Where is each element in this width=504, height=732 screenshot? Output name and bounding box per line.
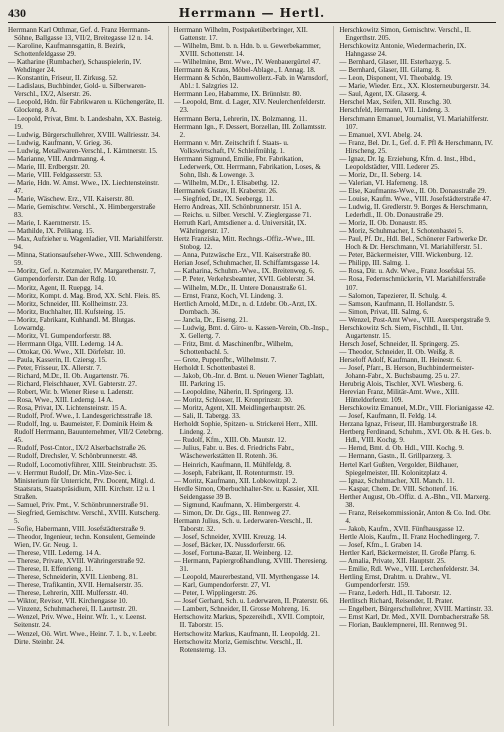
directory-entry: — Sofie, Habermann, VIII. Josefstädterstraße 9. <box>8 524 146 533</box>
directory-entry: — Saul, Agent, IX. Glaserg. 4. <box>339 90 427 99</box>
directory-entry: — Ludwig, II. Gredlerstr. 9. Borges & Herschmann, Lederhdl., II. Ob. Donaustraße 29. <box>339 203 488 220</box>
directory-entry: — Franz, Lederh. Hdl., II. Taborstr. 12. <box>339 589 452 598</box>
directory-entry: — Rosa, Wwe., XIII. Lederng. 14 A. <box>8 396 114 405</box>
directory-entry: — Vinzenz, Schuhmacherei, II. Laurtnstr. 20. <box>8 605 138 614</box>
directory-entry: — Josef, Kaufmann, II. Feldg. 14. <box>339 412 437 421</box>
directory-entry: — Ludwig, Metallwaren-Verschl., I. Kärntnerstr. 15. <box>8 146 158 155</box>
directory-entry: Hertz Franziska, Mitt. Rechngs.-Offiz.-Wwe., III. Stobog. 12. <box>173 235 315 252</box>
directory-entry: Hertberg Ferdinand, Schuhm., XVI. Ob. & H. Ges. b. Hdl., VIII. Kochg. 9. <box>339 428 492 445</box>
directory-entry: — Katharine (Rumbacher), Schauspielerin, IV. Wehdinger 24. <box>8 58 142 75</box>
directory-entry: Herro Andreas, XII. Schönbrunnerstr. 151 A. <box>173 203 302 212</box>
directory-entry: Hertling Ernst, Drahtm. u. Drahtw., VI. Gumpendorferstr. 159. <box>339 573 451 590</box>
directory-entry: Herruth Karl, Amtsdiener a. d. Universität, IX. Währingerstr. 17. <box>173 219 307 236</box>
directory-entry: — Ernst Karl, Dr. Med., XVII. Dornbacherstraße 58. <box>339 613 490 622</box>
directory-entry: — Therese, Trafikantin, XVII. Hernalserstr. 35. <box>8 581 144 590</box>
directory-entry: — Wilhelm, Bmt. b. n. Hdn. b. u. Gewerbekammer, XVIII. Schottenstr. 14. <box>173 42 321 59</box>
directory-entry: — Jakob, Kaufm., XVII. Fünfhausgasse 12. <box>339 524 465 533</box>
directory-entry: Herschkowitz Emanuel, M.Dr., VIII. Florianigasse 42. <box>339 404 494 413</box>
directory-entry: Herrmann Sigmund, Emilie, Fbr. Fabrikation, Lederwerk, Ott. Herrmann, Fabrikation, Loses, & Sohn, Ilsh. & Lowenge. 3. <box>173 154 321 179</box>
directory-entry: Herrmann Berta, Lehrerin, IX. Bolzmanng. 11. <box>173 114 307 123</box>
directory-entry: — Moritz, Agent, XII. Meidlingerhauptstr. 26. <box>173 404 306 413</box>
directory-entry: — Rudolf, Drechsler, V. Schönbrunnerstr. 48. <box>8 452 138 461</box>
directory-entry: Herschfeld, Hermann, VII. Lindeng. 3. <box>339 106 450 115</box>
directory-entry: — Josef Gerhard, Sch. u. Lederwaren, II. Praterstr. 66. <box>173 597 329 606</box>
directory-entry: — Hermann, Gastn., II. Grillparzerg. 3. <box>339 452 452 461</box>
directory-entry: Herholdt Sophie, Spitzen- u. Strickerei Herr., XIII. Lindeng. 2. <box>173 420 318 437</box>
directory-columns <box>8 26 496 726</box>
directory-entry: — Valerian, VI. Haferneng. 18. <box>339 178 429 187</box>
directory-entry: Hertschowitz Markus, Spezereihdl., XVII. Comptoir, II. Taborstr. 15. <box>173 613 325 630</box>
directory-entry: — Karoline, Kaufmannsgattin, 8. Bezirk, Schottenfeldgasse 29. <box>8 42 126 59</box>
directory-entry: — Rosa, Privat, IX. Lichtensteinstr. 15 A. <box>8 404 127 413</box>
directory-entry: — Ludwig, Bmt. d. Giro- u. Kassen-Verein, Ob.-Insp., X. Gellertg. 7. <box>173 323 329 340</box>
directory-entry: — Marie, Gemischtw. Verschl., X. Himbergerstraße 83. <box>8 203 156 220</box>
directory-entry: Herschmann Emanuel, Journalist, VI. Mariahilferstr. 107. <box>339 114 489 131</box>
directory-entry: — Konstantin, Friseur, II. Zirkusg. 52. <box>8 74 118 83</box>
directory-entry: — Hermann, Papiergroßhandlung, XVIII. Theresieng. 31. <box>173 557 328 574</box>
directory-entry: — P. Peter, Verkehrsbeamter, XVII. Geblerstr. 34. <box>173 275 316 284</box>
directory-entry: — Sigmund, Kaufmann, X. Himbergerstr. 4. <box>173 500 301 509</box>
directory-entry: — Moritz, Gef. n. Ketzmaier, IV. Margarethenstr. 7, Gumpendorferstr. Dan der Rdlg. 10. <box>8 267 156 284</box>
directory-entry: — Rudolf, Kfm., XIII. Ob. Mautstr. 12. <box>173 436 287 445</box>
directory-entry: — Rudolf, Ing. u. Baumeister, F. Dominik Heim & Rudolf Herrmann, Bauunternehmer, VII/2 Cetebrng. 45. <box>8 420 164 445</box>
directory-entry: — Paul, Pf. Dr., Hdl. Bel., Schönerer Farbwerke Dr. Hoch & Dr. Herschmann, VI. Mariahilferstr. 51. <box>339 235 488 252</box>
directory-entry: — Ludwig, Kaufmann, V. Grieg. 36. <box>8 138 113 147</box>
directory-entry: — Rosa, Federnschmückerin, VI. Mariahilferstraße 107. <box>339 275 486 292</box>
directory-entry: — Marianne, VIII. Andrmanng. 4. <box>8 154 106 163</box>
directory-entry: — Therese, II. Effenrieng. 11. <box>8 565 94 574</box>
directory-entry: — Richard, M.Dr., II. Ob. Augartenstr. 76. <box>8 372 129 381</box>
directory-entry: — Josef, Pfarr., B. Herson, Buchbindermeister-Johann-Fabr., X. Buchsbaumg. 25 u. 27. <box>339 363 474 381</box>
directory-entry: — Peter, I. Wipplingerstr. 26. <box>173 589 258 598</box>
directory-entry: Herther August, Ob.-Offiz. d. A.-Bhn., VII. Marxerg. 38. <box>339 492 491 509</box>
directory-entry: Herschel Max, Seifen, XII. Ruschg. 30. <box>339 98 452 107</box>
directory-entry: — Minna, Stationsaufseher-Wwe., XIII. Schwendeng. 59. <box>8 251 163 268</box>
directory-entry: — Max, Aufzieher u. Wagenladier, VII. Mariahilferstr. 94. <box>8 235 164 252</box>
directory-entry: — Josef, Kfm., I. Graben 14. <box>339 541 423 549</box>
directory-entry: Herubrig Alois, Tischler, XVI. Wiesberg. 6. <box>339 380 464 389</box>
directory-entry: — Samuel, Priv. Pmt., V. Schönbrunnerstraße 91. <box>8 500 149 509</box>
directory-entry: — Anna, Putzwäsche Erz., VII. Kaiserstraße 80. <box>173 251 311 260</box>
directory-entry: — Marie, Wieder. Erz., XX. Klosterneuburgerstr. 34. <box>339 82 490 91</box>
directory-entry: — Ottokar, Oö. Wwe., XII. Dörfelstr. 10. <box>8 347 126 356</box>
directory-column-3 <box>339 26 496 726</box>
directory-entry: — Wilhelmine, Bmt. Wwe., IV. Wenbauergürtel 47. <box>173 58 321 67</box>
directory-entry: — Julius, Fabr. u. Bes. d. Friedrichs Fabr., Wäschewerkstätten II. Rotenh. 36. <box>173 444 294 461</box>
directory-entry: — Hernd, Bmt. d. Ob. Hdl., VIII. Kochg. 9. <box>339 444 464 453</box>
directory-entry: — Herrmann Olga, VIII. Lederng. 14 A. <box>8 339 123 348</box>
directory-entry: — Wenzel, Oö. Wirt. Wwe., Heinr. 7. 1. b., v. Leebr. Dirte. Steinbr. 24. <box>8 629 157 646</box>
directory-entry: — Ernst, Franz, Koch, VI. Lindeng. 3. <box>173 291 284 300</box>
directory-entry: Herschkowitz Simon, Gemischtw. Verschl., II. Engerthstr. 205. <box>339 26 471 43</box>
directory-entry: — Moritz, Kaufmann, XII. Lobkowitzpl. 2. <box>173 476 298 485</box>
directory-entry: — Ignaz, Dr. Ig. Erziehung, Kfm. d. Inst., Hbd., Leopoldstädter, VIII. Lederer 25. <box>339 154 476 171</box>
directory-entry: — Franz, Reisekommissionär, Anton & Co. Ind. Obr. 4. <box>339 508 491 525</box>
directory-entry: — Lambert, Schneider, II. Grosse Mohreng. 16. <box>173 605 310 614</box>
directory-entry: — Karl, Gumpendorferstr. 27, VI. <box>173 581 271 590</box>
directory-entry: — Jakob, Ob.-Inr. d. Bmt. u. Neuen Wiener Tagblatt, III. Parkring 15. <box>173 372 325 389</box>
directory-entry: Herrmann v. Mrt. Zeitschrift f. Staats- u. Volkswirtschaft, IV. Schleifmühlg. 1. <box>173 138 289 155</box>
directory-entry: Herschkowitz Antonie, Wiedermacherin, IX. Hahngasse 24. <box>339 42 467 59</box>
directory-entry: — Therese, Schneiderin, XVII. Lienbeng. 81. <box>8 573 138 582</box>
directory-entry: Herrmann Karl Otthmar, Gef. d. Franz Herrmann-Söhne, Ballgasse 13, VII/2, Breitegasse 12 n. 14. <box>8 26 153 43</box>
directory-entry: — Ladislaus, Buchbinder, Gold- u. Silberwaren-Verschl., IX/2, Alserstr. 26. <box>8 82 147 99</box>
directory-entry: Herholdt I. Schottenbastei 8. <box>173 363 256 372</box>
directory-entry: Herrmann & Schön, Baumwollerz.-Fab. in Warnsdorf, Abl.: I. Salzgries 12. <box>173 74 329 91</box>
directory-entry: — Philipp, III. Salmg. 1. <box>339 259 410 268</box>
directory-entry: — Rudolf, Locomotivführer, XIII. Steinbruchstr. 35. <box>8 460 158 469</box>
page-title: Herrmann — Hertl. <box>178 6 326 20</box>
directory-entry: — Emilie, Rdl. Wwe., VIII. Lerchenfelderstr. 34. <box>339 565 480 574</box>
directory-entry: — Sali, II. Tabergg. 33. <box>173 412 241 421</box>
directory-entry: — Theodor, Ingenieur, techn. Konsulent, Gemeinde Wien, IV. Gr. Neug. 1. <box>8 532 156 549</box>
directory-entry: — Leopold, Bmt. d. Lager, XIV. Neulerchenfelderstr. 23. <box>173 98 326 115</box>
directory-entry: — Bernhard, Glaser, III. Gilamg. 8. <box>339 66 441 75</box>
directory-entry: — Theodor, Schneider, II. Ob. Weißg. 8. <box>339 347 455 356</box>
directory-entry: — Josef, Bäcker, IX. Nussdorferstr. 66. <box>173 541 286 549</box>
directory-entry: — Ludwig, Bürgerschullehrer, XVIII. Wallriesstr. 34. <box>8 130 161 139</box>
directory-entry: Herzana Ignaz, Friseur, III. Hamburgerstraße 18. <box>339 420 478 429</box>
directory-entry: — Therese, Lehrerin, XIII. Mulfersstr. 40. <box>8 589 129 598</box>
directory-entry: — Heinrich, Kaufmann, II. Mühlfeldg. 8. <box>173 460 292 469</box>
directory-entry: — Robert, Wir. b. Wiener Riese u. Ladenstr. <box>8 388 134 397</box>
directory-entry: Herrmann Ign., F. Dessert, Borzellan, III. Zollamtsstr. 2. <box>173 122 327 139</box>
directory-entry: — Wilhelm, M.Dr., I. Elisabethg. 12. <box>173 178 280 187</box>
directory-entry: Herian Josef, Schuhmacher, II. Schiffamtsgasse 14. <box>173 259 320 268</box>
directory-entry: Hertschowitz Moriz, Gemischtw. Verschl., II. Rotensterng. 13. <box>173 637 303 654</box>
directory-entry: — Rudolf, Post-Cntor., IX/2 Alserbachstraße 26. <box>8 444 147 453</box>
directory-entry: — Fritz, Bmt. d. Maschinenfbr., Wilhelm, Schottenbachl. 5. <box>173 339 293 356</box>
directory-entry: — Moritz, VI. Gumpendorferstr. 88. <box>8 331 112 340</box>
directory-entry: Hertle Alois, Kaufm., II. Franz Hochedlingerg. 7. <box>339 532 480 541</box>
directory-entry: — Franz, Bel. Dr. I., Gef. d. F. Pfl & Herschmann, IV. Hirscheng. 25. <box>339 138 493 155</box>
directory-entry: — Moritz, Buchhalter, III. Kufsteing. 15. <box>8 307 126 316</box>
directory-entry: — Siegfried, Dr., IX. Seebergg. 11. <box>173 194 274 203</box>
directory-entry: — Therese, Private, XVIII. Währingerstraße 92. <box>8 557 146 566</box>
directory-entry: — Leopold, Maurerbestand, VII. Myrthengasse 14. <box>173 573 320 582</box>
page-header <box>8 6 496 23</box>
directory-entry: — Samson, Kaufmann, II. Hollandstr. 5. <box>339 299 455 308</box>
directory-entry: Herrmann Wilhelm, Postpaketüberbringer, XII. Gattenstr. 17. <box>173 26 308 43</box>
directory-entry: — Joseph, Fabrikant, II. Rotenturmstr. 19. <box>173 468 294 477</box>
directory-entry: — Wenzel, Priv. Wwe., Heinr. Wfr. 1., v. Leenst. Seitenstr. 24. <box>8 613 147 630</box>
directory-entry: — Moritz, Schneider, III. Kollheimstr. 23. <box>8 299 128 308</box>
directory-entry: — Simon, Dr. Dr. Ggs., III. Rennweg 27. <box>173 508 291 517</box>
page-number: 430 <box>8 6 26 20</box>
directory-entry: — Rudolf, Prof. Wwe., I. Landesgerichtsstraße 18. <box>8 412 153 421</box>
directory-entry: Herdle Simon, Oberbuchhalter-Stv. u. Kassier, XII. Seidengasse 39 B. <box>173 484 319 501</box>
directory-entry: — Marie, VIII. Feldgasserstr. 53. <box>8 170 103 179</box>
directory-entry: — Ignaz, Schuhmacher, XII. Manch. 11. <box>339 476 455 485</box>
directory-entry: Herrmann & Kraus, Möbel-Ablage., I. Annag. 18. <box>173 66 316 75</box>
directory-entry: — Siegfried, Gemischtw. Verschl., XVIII. Kutscherg. 5. <box>8 508 160 525</box>
directory-entry: Herschkowitz Sch. Siem, Fischhdl., II. Unt. Augartenstr. 15. <box>339 323 464 340</box>
directory-entry: — Moritz, Schlosser, II. Kronprinzstr. 30. <box>173 396 293 405</box>
directory-entry: Herseloff Adolf, Kaufmann, II. Heinestr. 6. <box>339 355 462 364</box>
directory-entry: — Grete, Puppenfbr., Wilhelmstr. 7. <box>173 355 277 364</box>
directory-entry: — Moritz, Fabrikant, Kuhhandl. M. Blutgas. Lowarndg. <box>8 315 136 332</box>
directory-entry: — Marie, Wäschew. Erz., VII. Kaiserstr. 80. <box>8 194 134 203</box>
directory-entry: — Josef, Schneider, XVIII. Kreuzg. 14. <box>173 532 287 541</box>
directory-entry: Hermann Julius, Sch. u. Lederwaren-Verschl., II. Taborstr. 32. <box>173 516 313 533</box>
directory-entry: — Josef, Fortuna-Bazar, II. Weinberg. 12. <box>173 549 293 558</box>
directory-entry: — Moriz, II. Ob. Donaustr. 85. <box>339 219 428 228</box>
directory-entry: — Marie, Hdn. W. Amst. Wwe., IX. Liechtensteinstr. 47. <box>8 178 159 195</box>
directory-entry: Hertlich Arnold, M.Dr., n. d. Ltdebr. Ob.-Arzt, IX. Dornbach. 36. <box>173 299 317 316</box>
directory-entry: — Engelbert, Bürgerschullehrer, XVIII. Martinstr. 33. <box>339 605 493 614</box>
directory-entry: — Leon, Disponent, VI. Theobaldg. 19. <box>339 74 453 83</box>
directory-entry: — Paula, Kasserin, II. Cziersg. 15. <box>8 355 107 364</box>
directory-entry: — Simon, Privat, III. Salmg. 6. <box>339 307 429 316</box>
directory-entry: — Amalia, Private, XII. Hauptstr. 25. <box>339 557 446 566</box>
directory-entry: — Richard, Fleischhauer, XVI. Gabterstr. 27. <box>8 380 137 389</box>
directory-entry: — v. Herrmut Rudolf, Dr. Min.-Vize-Sec. i. Ministerium für Unterricht, Prv. Docent, Mitgl. d. Staatsrats, Staatspräsidium, XIII. Kirchstr. 12 u. 1 Straßen. <box>8 468 156 501</box>
directory-entry: — Else, Kaufmanns-Wwe., II. Ob. Donaustraße 29. <box>339 186 487 195</box>
directory-entry: Herrmanek Gustav, II. Kraberstr. 26. <box>173 186 278 195</box>
directory-entry: Hersch Josef, Schneider, II. Springerg. 25. <box>339 339 460 348</box>
directory-entry: — Moritz, Agent, II. Ruepgg. 14. <box>8 283 103 292</box>
directory-entry: Hertel Karl Gußten, Vergolder, Bildhauer, Spiegelmeister, III. Kolonitzplatz 4. <box>339 460 459 477</box>
directory-entry: — Wilhelm, M.Dr., II. Untere Donaustraße 61. <box>173 283 307 292</box>
directory-entry: — Moriz, Dr., II. Seberg. 14. <box>339 170 422 179</box>
directory-entry: — Leopold, Privat, Bmt. b. Landesbahn, XX. Basteig. 19. <box>8 114 163 131</box>
directory-entry: Herevian Franz, Militär-Amt. Wwe., XIII. Hütteldorferstr. 109. <box>339 388 460 405</box>
directory-entry: — Kaspar, Chem. Dr. VIII. Schottenf. 16. <box>339 484 458 493</box>
directory-entry: — Marie, III. Erdbergstr. 20. <box>8 162 90 171</box>
directory-entry: — Mathilde, IX. Pelikang. 15. <box>8 227 95 236</box>
directory-entry: — Peter, Frisseur, IX. Allerstr. 7. <box>8 363 102 372</box>
directory-entry: — Therese, VIII. Lederng. 14 A. <box>8 549 101 558</box>
directory-column-1 <box>8 26 169 726</box>
directory-entry: Hertler Karl, Bäckermeister, II. Große Pfarrg. 6. <box>339 549 476 558</box>
directory-entry: — Emanuel, XVI. Abelg. 24. <box>339 130 423 139</box>
directory-entry: — Florian, Bauklempnerei, III. Rennweg 91. <box>339 621 468 630</box>
directory-entry: — Moriz, Schuhmacher, I. Schotenbastei 5. <box>339 227 464 236</box>
directory-entry: — Salomon, Tapezierer, II. Schulg. 4. <box>339 291 447 300</box>
directory-entry: — Moritz, Kompt. d. Mag. Brod, XX. Schl. Fleis. 85. <box>8 291 161 300</box>
directory-entry: — Wenzel, Post-Amt Wwe., VIII. Auerspergstraße 9. <box>339 315 491 324</box>
directory-column-2 <box>174 26 335 726</box>
directory-entry: — Leopoldine, Näherin, II. Springerg. 13. <box>173 388 294 397</box>
directory-entry: Herrmann Leo, Habamme, IX. Brünnlstr. 80. <box>173 90 302 99</box>
directory-entry: — Louise, Kaufm. Wwe., VIII. Josefstädterstraße 47. <box>339 194 492 203</box>
directory-entry: — Peter, Bäckermeister, VIII. Wickenburg. 12. <box>339 251 473 260</box>
directory-entry: — Marie, I. Kaerntnerstr. 15. <box>8 219 91 228</box>
directory-entry: — Katharina, Schuhm.-Wwe., IX. Breitenweg. 6. <box>173 267 315 276</box>
directory-entry: Hertlitsch Richard, Reisender, II. Prater. <box>339 597 454 606</box>
directory-entry: — Wiktor, Revisor, VII. Kirchengasse 10. <box>8 597 128 606</box>
directory-entry: — Reichs. u. Silber. Verschl. V. Zieglergasse 71. <box>173 211 312 220</box>
directory-entry: — Bernhard, Glaser, III. Esterhazyg. 5. <box>339 58 451 67</box>
directory-entry: Hertschowitz Markus, Kaufmann, II. Leopoldg. 21. <box>173 629 320 638</box>
directory-entry: — Leopold, Hdn. für Fabrikwaren u. Küchengeräte, II. Glockeng. 8 A. <box>8 98 165 115</box>
directory-entry: — Jancla, Dr., Eiseng. 21. <box>173 315 248 324</box>
directory-entry: — Rosa, Dir. u. Adv. Wwe., Franz Josefskai 55. <box>339 267 476 276</box>
